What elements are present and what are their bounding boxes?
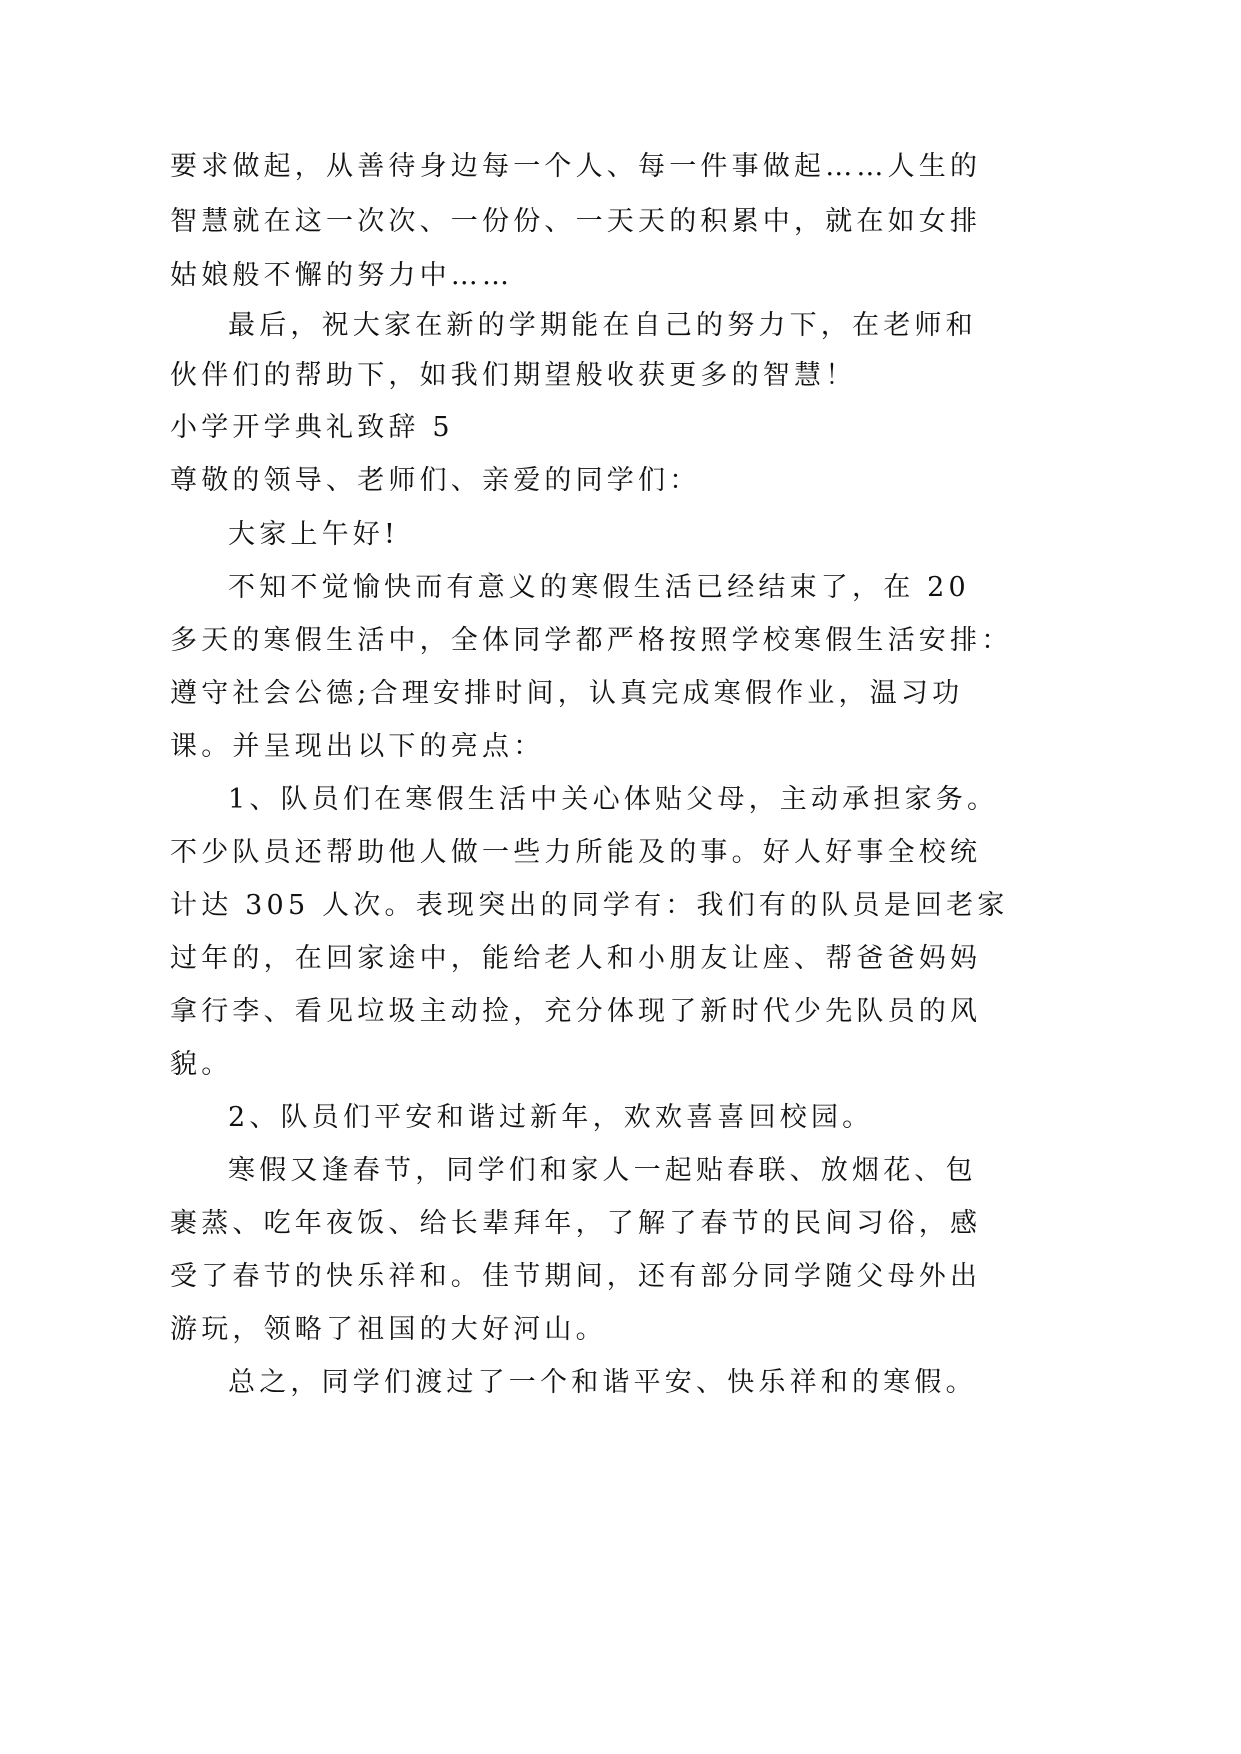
text-line: 过年的，在回家途中，能给老人和小朋友让座、帮爸爸妈妈 bbox=[170, 943, 982, 974]
text-line: 不少队员还帮助他人做一些力所能及的事。好人好事全校统 bbox=[170, 837, 982, 868]
section-heading: 小学开学典礼致辞 5 bbox=[170, 412, 454, 443]
salutation: 尊敬的领导、老师们、亲爱的同学们： bbox=[170, 465, 701, 496]
text-line: 姑娘般不懈的努力中…… bbox=[170, 260, 514, 291]
text-line: 计达 305 人次。表现突出的同学有：我们有的队员是回老家 bbox=[170, 890, 1009, 921]
greeting: 大家上午好! bbox=[228, 519, 400, 550]
text-line: 要求做起，从善待身边每一个人、每一件事做起……人生的 bbox=[170, 151, 982, 182]
list-item-first-line: 2、队员们平安和谐过新年，欢欢喜喜回校园。 bbox=[228, 1102, 874, 1133]
text-line: 伙伴们的帮助下，如我们期望般收获更多的智慧！ bbox=[170, 360, 857, 391]
text-line: 课。并呈现出以下的亮点： bbox=[170, 731, 545, 762]
text-line: 智慧就在这一次次、一份份、一天天的积累中，就在如女排 bbox=[170, 206, 982, 237]
text-line: 拿行李、看见垃圾主动捡，充分体现了新时代少先队员的风 bbox=[170, 996, 982, 1027]
text-line: 游玩，领略了祖国的大好河山。 bbox=[170, 1314, 607, 1345]
text-line: 受了春节的快乐祥和。佳节期间，还有部分同学随父母外出 bbox=[170, 1261, 982, 1292]
paragraph-first-line: 寒假又逢春节，同学们和家人一起贴春联、放烟花、包 bbox=[228, 1155, 977, 1186]
text-line: 多天的寒假生活中，全体同学都严格按照学校寒假生活安排： bbox=[170, 625, 1013, 656]
text-line: 裹蒸、吃年夜饭、给长辈拜年，了解了春节的民间习俗，感 bbox=[170, 1208, 982, 1239]
paragraph-first-line: 不知不觉愉快而有意义的寒假生活已经结束了，在 20 bbox=[228, 572, 970, 603]
list-item-first-line: 1、队员们在寒假生活中关心体贴父母，主动承担家务。 bbox=[228, 784, 999, 815]
paragraph-first-line: 总之，同学们渡过了一个和谐平安、快乐祥和的寒假。 bbox=[228, 1367, 977, 1398]
text-line: 遵守社会公德;合理安排时间，认真完成寒假作业，温习功 bbox=[170, 678, 964, 709]
text-line: 貌。 bbox=[170, 1049, 233, 1080]
paragraph-first-line: 最后，祝大家在新的学期能在自己的努力下，在老师和 bbox=[228, 310, 977, 341]
